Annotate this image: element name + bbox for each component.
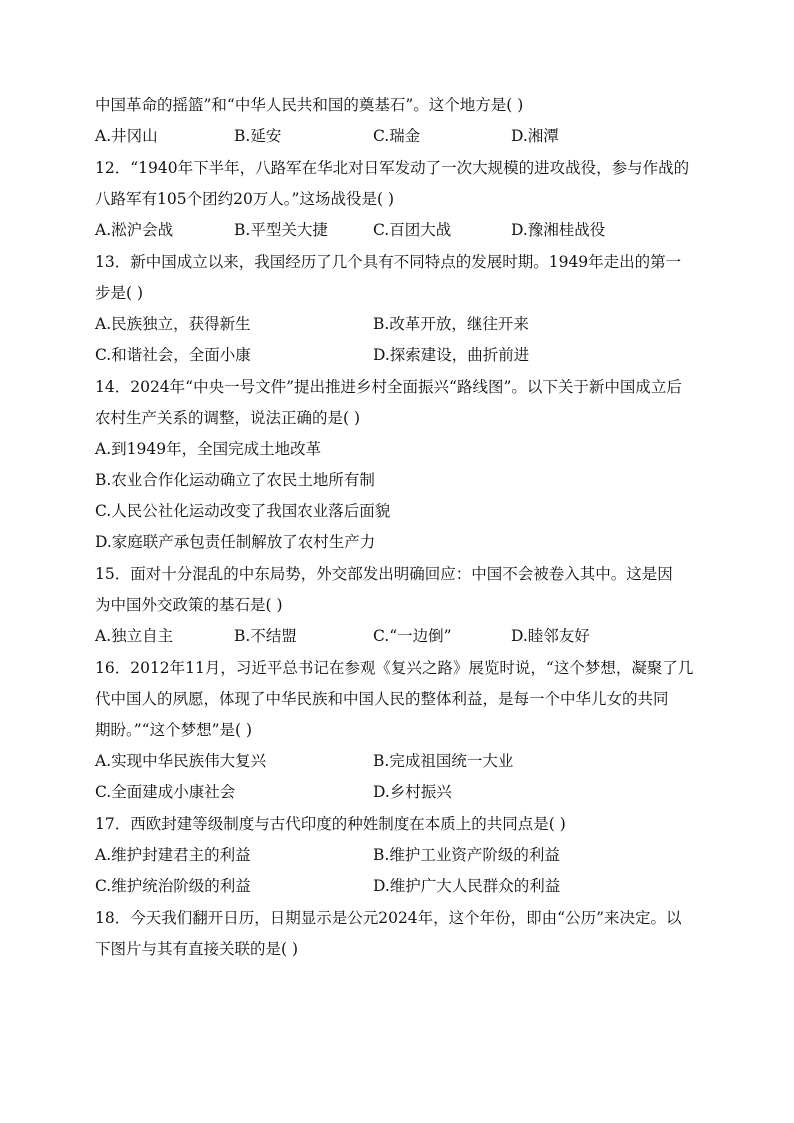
q17-option-c: C.维护统治阶级的利益 (95, 877, 251, 895)
q15-option-a: A.独立自主 (95, 627, 174, 645)
q18-stem-line2: 下图片与其有直接关联的是( ) (95, 940, 299, 958)
q13-stem-line1: 13．新中国成立以来，我国经历了几个具有不同特点的发展时期。1949年走出的第一 (95, 253, 682, 271)
q12-option-c: C.百团大战 (373, 221, 452, 239)
q12-option-b: B.平型关大捷 (234, 221, 328, 239)
q12-option-a: A.淞沪会战 (95, 221, 174, 239)
q18-stem-line1: 18．今天我们翻开日历，日期显示是公元2024年，这个年份，即由“公历”来决定。以 (95, 909, 682, 927)
q13-option-a: A.民族独立，获得新生 (95, 315, 251, 333)
q15-stem-line2: 为中国外交政策的基石是( ) (95, 596, 283, 614)
q14-option-a: A.到1949年，全国完成土地改革 (95, 440, 322, 458)
q16-option-a: A.实现中华民族伟大复兴 (95, 752, 267, 770)
q14-option-c: C.人民公社化运动改变了我国农业落后面貌 (95, 502, 391, 520)
q15-option-d: D.睦邻友好 (511, 627, 590, 645)
q14-stem-line2: 农村生产关系的调整，说法正确的是( ) (95, 409, 361, 427)
q17-option-d: D.维护广大人民群众的利益 (373, 877, 561, 895)
q11-option-a: A.井冈山 (95, 127, 158, 145)
q12-stem-line2: 八路军有105个团约20万人。”这场战役是( ) (95, 190, 395, 208)
q11-option-b: B.延安 (234, 127, 282, 145)
q14-option-d: D.家庭联产承包责任制解放了农村生产力 (95, 533, 376, 551)
q15-option-b: B.不结盟 (234, 627, 297, 645)
q12-stem-line1: 12．“1940年下半年，八路军在华北对日军发动了一次大规模的进攻战役，参与作战的 (95, 159, 690, 177)
q16-stem-line1: 16．2012年11月，习近平总书记在参观《复兴之路》展览时说，“这个梦想，凝聚了几 (95, 659, 694, 677)
q11-option-c: C.瑞金 (373, 127, 421, 145)
q17-stem-line1: 17．西欧封建等级制度与古代印度的种姓制度在本质上的共同点是( ) (95, 815, 566, 833)
q14-stem-line1: 14．2024年“中央一号文件”提出推进乡村全面振兴“路线图”。以下关于新中国成立后 (95, 378, 682, 396)
q13-option-b: B.改革开放，继往开来 (373, 315, 529, 333)
q16-stem-line2: 代中国人的夙愿，体现了中华民族和中国人民的整体利益，是每一个中华儿女的共同 (95, 690, 669, 708)
q11-stem-line2: 中国革命的摇篮”和“中华人民共和国的奠基石”。这个地方是( ) (95, 96, 524, 114)
q13-option-d: D.探索建设，曲折前进 (373, 346, 530, 364)
q14-option-b: B.农业合作化运动确立了农民土地所有制 (95, 471, 375, 489)
q16-option-c: C.全面建成小康社会 (95, 783, 236, 801)
q17-option-b: B.维护工业资产阶级的利益 (373, 846, 560, 864)
q13-stem-line2: 步是( ) (95, 284, 144, 302)
q16-option-d: D.乡村振兴 (373, 783, 452, 801)
q13-option-c: C.和谐社会，全面小康 (95, 346, 251, 364)
q15-option-c: C.“一边倒” (373, 627, 452, 645)
q15-stem-line1: 15．面对十分混乱的中东局势，外交部发出明确回应：中国不会被卷入其中。这是因 (95, 565, 673, 583)
q17-option-a: A.维护封建君主的利益 (95, 846, 251, 864)
q12-option-d: D.豫湘桂战役 (511, 221, 606, 239)
q16-stem-line3: 期盼。”“这个梦想”是( ) (95, 721, 253, 739)
q11-option-d: D.湘潭 (511, 127, 559, 145)
q16-option-b: B.完成祖国统一大业 (373, 752, 514, 770)
